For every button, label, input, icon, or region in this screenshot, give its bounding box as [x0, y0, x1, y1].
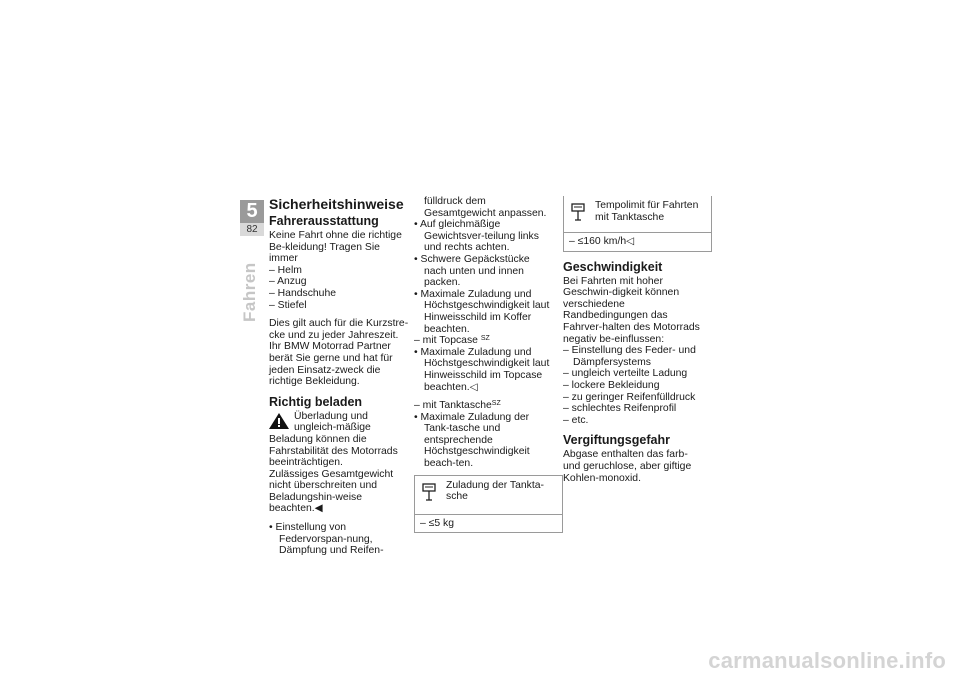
tank-bag-icon [421, 482, 437, 502]
list-item: – etc. [563, 414, 589, 426]
list-item: – Helm [269, 264, 302, 276]
spec-box-speed-limit [563, 196, 712, 252]
column-2 [414, 196, 554, 533]
spec-box-value: – ≤5 kg [420, 517, 455, 529]
watermark: carmanualsonline.info [708, 648, 946, 673]
bullet-continuation: fülldruck dem Gesamtgewicht anpassen. [424, 196, 547, 219]
page-number: 82 [240, 223, 264, 236]
section-heading-loading: Richtig beladen [269, 394, 363, 409]
column-1 [269, 196, 409, 557]
equipment-note: Dies gilt auch für die Kurzstre-cke und zu jeder Jahreszeit. Ihr BMW Motorrad Partner berät Sie gerne und hat für jeden Einsatz-zweck die richtige Bekleidung. [269, 318, 409, 388]
loading-warning: Überladung und ungleich-mäßige Beladung können die Fahrstabilität des Motorrads beeinträchtigen. [269, 410, 398, 469]
list-item: – Stiefel [269, 299, 307, 311]
page-title: Sicherheitshinweise [269, 196, 404, 212]
speed-intro: Bei Fahrten mit hoher Geschwin-digkeit können verschiedene Randbedingungen das Fahrver-halten des Motorrads negativ be-einflussen: [563, 275, 700, 345]
list-item: • Maximale Zuladung der Tank-tasche und entsprechende Höchstgeschwindigkeit beach-ten. [414, 411, 530, 470]
loading-warning-2: Zulässiges Gesamtgewicht nicht überschreiten und Beladungshin-weise beachten.◀ [269, 468, 394, 515]
section-heading-equipment: Fahrerausstattung [269, 214, 379, 228]
list-item: • Maximale Zuladung und Höchstgeschwindigkeit laut Hinweisschild im Koffer beachten. [414, 288, 550, 335]
chapter-side-label: Fahren [240, 262, 259, 322]
list-item: • Schwere Gepäckstücke nach unten und innen packen. [414, 253, 530, 289]
chapter-number: 5 [240, 200, 264, 223]
list-item: • Auf gleichmäßige Gewichtsver-teilung links und rechts achten. [414, 219, 539, 254]
list-item: – zu geringer Reifenfülldruck [563, 391, 696, 403]
poison-text: Abgase enthalten das farb- und geruchlose, aber giftige Kohlen-monoxid. [563, 449, 692, 484]
spec-box-title: Zuladung der Tankta-sche [446, 479, 545, 503]
equipment-intro: Keine Fahrt ohne die richtige Be-kleidung! Tragen Sie immer [269, 230, 402, 265]
spec-box-title: Tempolimit für Fahrten mit Tanktasche [595, 200, 699, 223]
section-heading-speed: Geschwindigkeit [563, 259, 663, 274]
list-item: • Einstellung von Federvorspan-nung, Dämpfung und Reifen- [269, 522, 384, 557]
spec-box-tank-load [414, 475, 563, 534]
tank-bag-icon [570, 202, 586, 222]
tank-label: – mit Tanktasche$^{SZ}$ [414, 400, 501, 412]
spec-box-value: – ≤160 km/h◁ [569, 236, 635, 247]
warning-icon [269, 413, 289, 429]
column-3 [563, 196, 703, 484]
topcase-label: – mit Topcase $^{SZ}$ [414, 335, 490, 347]
list-item: – Einstellung des Feder- und Dämpfersystems [563, 345, 696, 368]
list-item: – lockere Bekleidung [563, 379, 660, 391]
chapter-marker [240, 200, 264, 236]
list-item: – Anzug [269, 276, 307, 288]
list-item: • Maximale Zuladung und Höchstgeschwindigkeit laut Hinweisschild im Topcase beachten.◁ [414, 346, 550, 393]
list-item: – Handschuhe [269, 287, 337, 299]
section-heading-poison: Vergiftungsgefahr [563, 433, 670, 448]
list-item: – ungleich verteilte Ladung [563, 368, 688, 380]
list-item: – schlechtes Reifenprofil [563, 403, 677, 415]
